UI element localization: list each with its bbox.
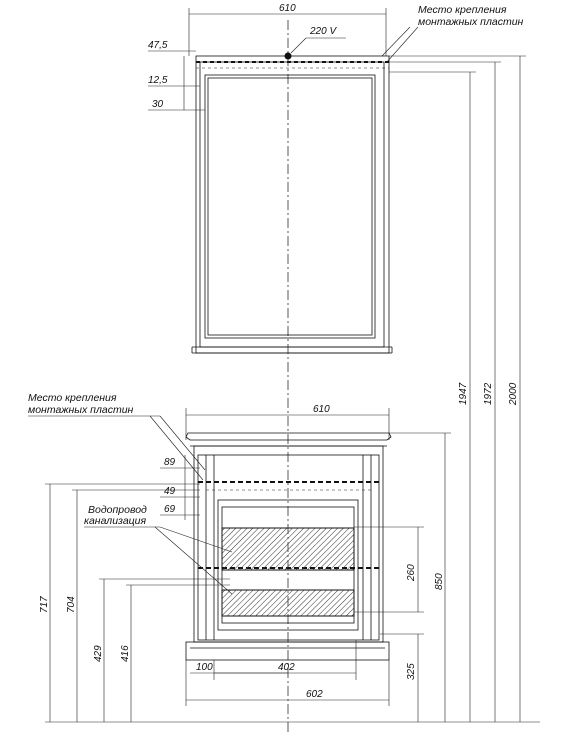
- dim-416: 416: [120, 645, 131, 662]
- countertop: [186, 433, 391, 440]
- power-label: 220 V: [310, 26, 337, 37]
- dim-717: 717: [39, 596, 50, 613]
- dim-1947: 1947: [458, 382, 469, 405]
- dim-2000: 2000: [508, 382, 519, 405]
- vanity-plinth: [186, 642, 389, 660]
- mirror-view: [148, 3, 524, 353]
- pipes-note-2: канализация: [84, 515, 147, 527]
- dim-260: 260: [406, 564, 417, 581]
- mirror-mounting-note-2: монтажных пластин: [418, 16, 524, 28]
- vanity-width-bottom: 602: [306, 689, 323, 700]
- right-vertical-dims: [354, 56, 526, 722]
- vanity-mounting-note-1: Место крепления: [28, 392, 117, 404]
- mirror-glass: [205, 75, 375, 338]
- dim-325: 325: [406, 663, 417, 680]
- mirror-dim-12-5: 12,5: [148, 75, 168, 86]
- vanity-dim-89: 89: [164, 457, 176, 468]
- dim-1972: 1972: [483, 382, 494, 405]
- mirror-frame: [196, 56, 389, 353]
- vanity-width-label: 610: [313, 404, 330, 415]
- mirror-dim-47-5: 47,5: [148, 40, 168, 51]
- vanity-dim-69: 69: [164, 504, 176, 515]
- vanity-dim-100: 100: [196, 662, 213, 673]
- vanity-view: [28, 392, 391, 706]
- mirror-dim-30: 30: [152, 99, 164, 110]
- dim-704: 704: [66, 596, 77, 613]
- vanity-mounting-note-2: монтажных пластин: [28, 404, 134, 416]
- vanity-dim-402: 402: [278, 662, 295, 673]
- dim-429: 429: [93, 645, 104, 662]
- vanity-dim-49: 49: [164, 486, 176, 497]
- pipe-hatch-upper: [222, 528, 354, 570]
- pipe-hatch-lower: [222, 590, 354, 616]
- dim-850: 850: [434, 573, 445, 590]
- mirror-width-label: 610: [279, 3, 296, 14]
- mirror-mounting-note-1: Место крепления: [418, 4, 507, 16]
- pipes-note-1: Водопровод: [88, 504, 147, 516]
